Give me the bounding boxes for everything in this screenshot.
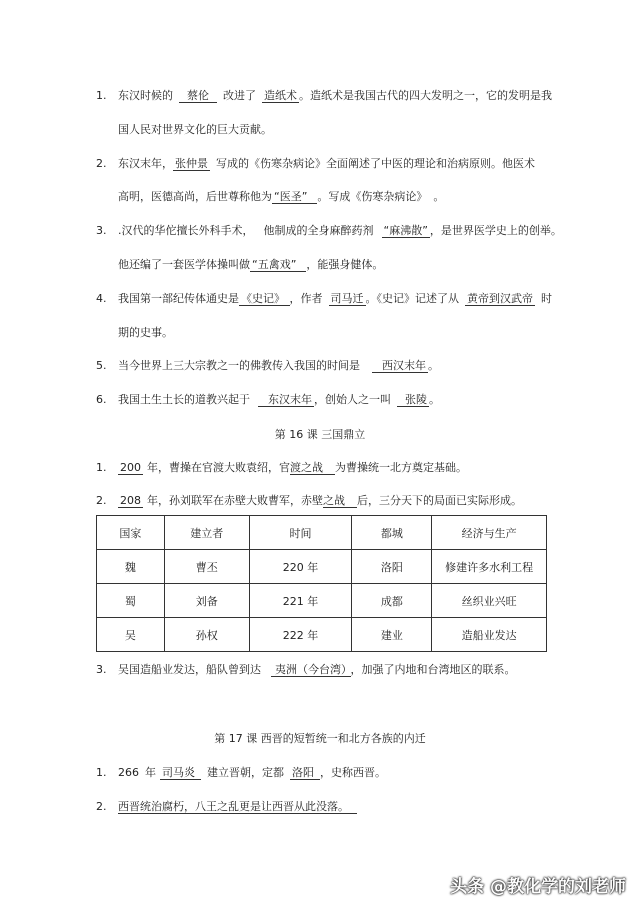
l15-q4-line1: 4. 我国第一部纪传体通史是 《史记》 ，作者 司马迁 。《史记》记述了从 黄帝到汉武帝 时 (96, 292, 552, 305)
table-header: 时间 (249, 516, 352, 550)
blank-answer: 黄帝到汉武帝 (467, 292, 533, 305)
blank-answer: 渡之战 (290, 461, 335, 475)
table-cell: 刘备 (164, 584, 249, 618)
table-cell: 魏 (97, 550, 165, 584)
l15-q5-line: 5. 当今世界上三大宗教之一的佛教传入我国的时间是 西汉末年 。 (96, 359, 439, 372)
blank-answer: 张陵 (397, 393, 429, 407)
table-cell: 建业 (352, 618, 432, 652)
table-header: 国家 (97, 516, 165, 550)
blank-answer: 夷洲（今台湾） (271, 663, 351, 677)
blank-answer: 张仲景 (175, 157, 208, 170)
l16-q3-line: 3. 吴国造船业发达，船队曾到达 夷洲（今台湾） ，加强了内地和台湾地区的联系。 (96, 663, 516, 676)
table-cell: 修建许多水利工程 (432, 550, 547, 584)
lesson16-title: 第 16 课 三国鼎立 (274, 428, 366, 441)
l16-q1-line: 1. 200 年，曹操在官渡大败袁绍，官渡之战 为曹操统一北方奠定基础。 (96, 461, 467, 474)
blank-answer: 造纸术 (264, 89, 297, 102)
table-header-row (97, 516, 547, 550)
blank-answer: 司马迁 (330, 292, 364, 305)
table-row (97, 584, 547, 618)
l17-q2-line: 2. 西晋统治腐朽，八王之乱更是让西晋从此没落。 (96, 799, 357, 815)
lesson17-title: 第 17 课 西晋的短暂统一和北方各族的内迁 (214, 732, 426, 745)
table-cell: 222 年 (249, 618, 352, 652)
watermark: 头条 @教化学的刘老师 (450, 877, 626, 897)
blank-answer: 西晋统治腐朽，八王之乱更是让西晋从此没落。 (118, 800, 357, 814)
l15-q2-line1: 2. 东汉末年， 张仲景 写成的《伤寒杂病论》全面阐述了中医的理论和治病原则。他医术 (96, 157, 535, 170)
blank-answer: 蔡伦 (179, 89, 217, 103)
blank-answer: 之战 (323, 494, 357, 508)
table-cell: 成都 (352, 584, 432, 618)
table-header: 建立者 (164, 516, 249, 550)
l16-q2-line: 2. 208 年，孙刘联军在赤壁大败曹军，赤壁之战 后，三分天下的局面已实际形成。 (96, 494, 522, 507)
blank-answer: “五禽戏” (250, 258, 306, 272)
blank-answer: “医圣” (272, 190, 317, 204)
blank-answer: 西汉末年 (372, 359, 428, 373)
three-kingdoms-table (96, 515, 547, 652)
table-cell: 洛阳 (352, 550, 432, 584)
l15-q3-line1: 3. .汉代的华佗擅长外科手术， 他制成的全身麻醉药剂 “麻沸散” ，是世界医学史上的创举。 (96, 224, 562, 237)
table-header: 都城 (352, 516, 432, 550)
blank-answer: 208 (120, 494, 141, 507)
table-cell: 曹丕 (164, 550, 249, 584)
table-row (97, 618, 547, 652)
blank-answer: 东汉末年 (258, 393, 314, 407)
l15-q2-line2: 高明，医德高尚，后世尊称他为 “医圣” 。写成《伤寒杂病论》 。 (118, 190, 445, 203)
table-header: 经济与生产 (432, 516, 547, 550)
table-row (97, 550, 547, 584)
table-cell: 孙权 (164, 618, 249, 652)
blank-answer: 《史记》 (239, 292, 290, 306)
table-cell: 丝织业兴旺 (432, 584, 547, 618)
l15-q1-line2: 国人民对世界文化的巨大贡献。 (118, 123, 272, 136)
table-cell: 220 年 (249, 550, 352, 584)
blank-answer: “麻沸散” (383, 224, 428, 237)
table-cell: 221 年 (249, 584, 352, 618)
blank-answer: 司马炎 (160, 766, 201, 780)
table-cell: 吴 (97, 618, 165, 652)
l15-q3-line2: 他还编了一套医学体操叫做 “五禽戏” ，能强身健体。 (118, 258, 384, 271)
l17-q1-line: 1. 266 年 司马炎 建立晋朝，定都 洛阳 ，史称西晋。 (96, 766, 386, 779)
table-cell: 蜀 (97, 584, 165, 618)
l15-q1-line1: 1. 东汉时候的 蔡伦 改进了 造纸术 。造纸术是我国古代的四大发明之一，它的发明是我 (96, 89, 552, 102)
l15-q4-line2: 期的史事。 (118, 326, 173, 339)
blank-answer: 洛阳 (290, 766, 320, 780)
table-cell: 造船业发达 (432, 618, 547, 652)
l15-q6-line: 6. 我国土生土长的道教兴起于 东汉末年 ，创始人之一叫 张陵 。 (96, 393, 440, 406)
blank-answer: 200 (120, 461, 141, 474)
